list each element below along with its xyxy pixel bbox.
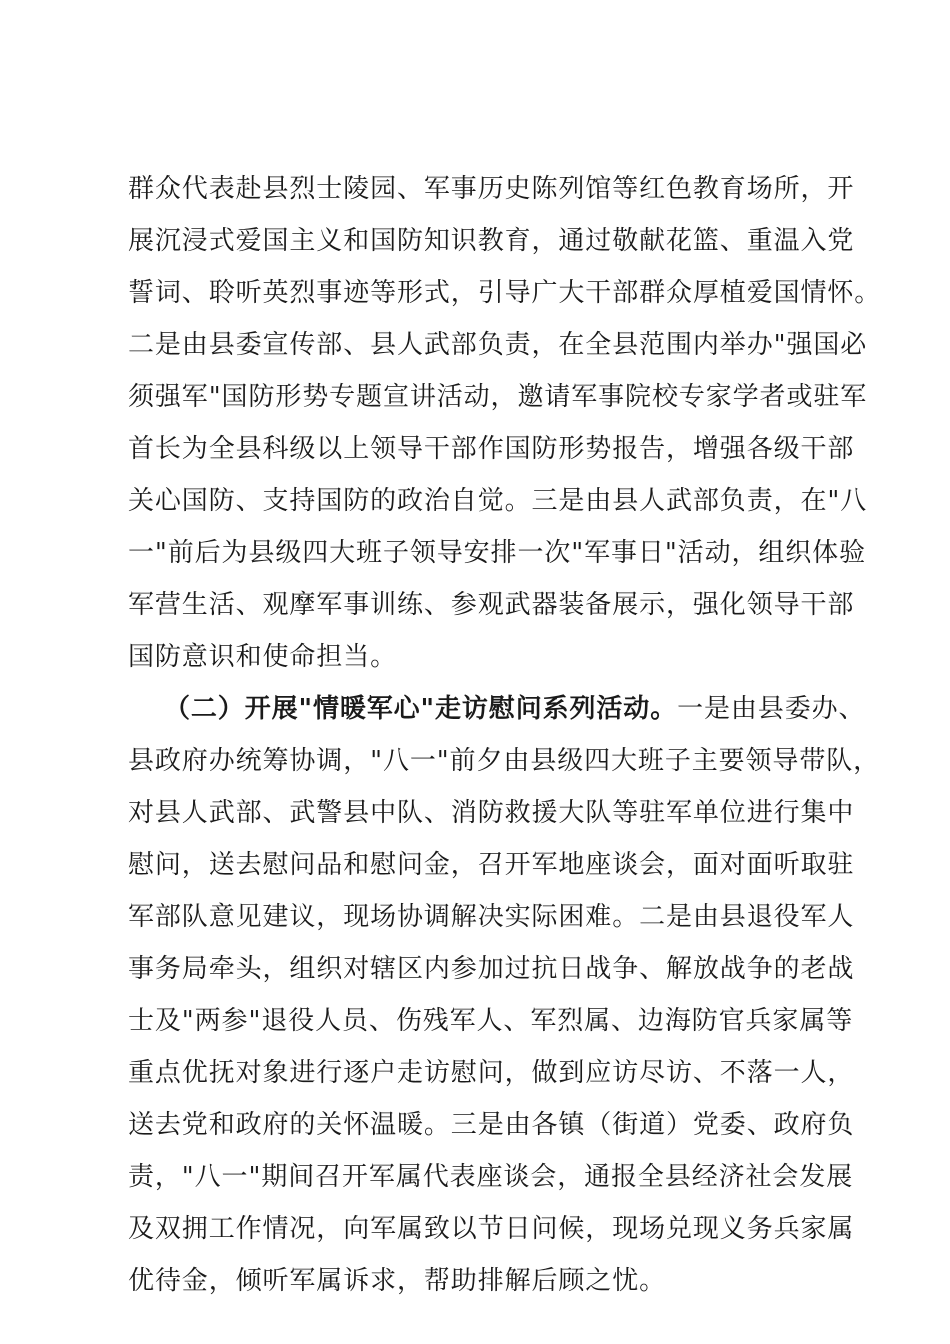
text-line: 群众代表赴县烈士陵园、军事历史陈列馆等红色教育场所，开	[128, 174, 855, 204]
text-line: 重点优抚对象进行逐户走访慰问，做到应访尽访、不落一人，	[128, 1058, 855, 1088]
text-line: 国防意识和使命担当。	[128, 642, 398, 672]
text-line: 一"前后为县级四大班子领导安排一次"军事日"活动，组织体验	[128, 538, 866, 568]
text-line: 慰问，送去慰问品和慰问金，召开军地座谈会，面对面听取驻	[128, 850, 855, 880]
text-line: 展沉浸式爱国主义和国防知识教育，通过敬献花篮、重温入党	[128, 226, 855, 256]
text-line: 军部队意见建议，现场协调解决实际困难。二是由县退役军人	[128, 902, 855, 932]
text-line: 责，"八一"期间召开军属代表座谈会，通报全县经济社会发展	[128, 1162, 854, 1192]
text-line: 士及"两参"退役人员、伤残军人、军烈属、边海防官兵家属等	[128, 1006, 854, 1036]
text-line: 及双拥工作情况，向军属致以节日问候，现场兑现义务兵家属	[128, 1214, 855, 1244]
text-line: 对县人武部、武警县中队、消防救援大队等驻军单位进行集中	[128, 798, 855, 828]
text-line: 关心国防、支持国防的政治自觉。三是由县人武部负责，在"八	[128, 486, 868, 516]
text-line: 誓词、聆听英烈事迹等形式，引导广大干部群众厚植爱国情怀。	[128, 278, 882, 308]
text-line: 送去党和政府的关怀温暖。三是由各镇（街道）党委、政府负	[128, 1110, 855, 1140]
text-line: 县政府办统筹协调，"八一"前夕由县级四大班子主要领导带队，	[128, 746, 881, 776]
text-line: 优待金，倾听军属诉求，帮助排解后顾之忧。	[128, 1266, 667, 1296]
text-line: 首长为全县科级以上领导干部作国防形势报告，增强各级干部	[128, 434, 855, 464]
section-heading-line	[164, 692, 865, 726]
text-line: 须强军"国防形势专题宣讲活动，邀请军事院校专家学者或驻军	[128, 382, 868, 412]
section-heading: （二）开展"情暖军心"走访慰问系列活动。	[164, 694, 678, 724]
section-heading-continuation: 一是由县委办、	[677, 694, 866, 724]
text-line: 军营生活、观摩军事训练、参观武器装备展示，强化领导干部	[128, 590, 855, 620]
text-line: 二是由县委宣传部、县人武部负责，在全县范围内举办"强国必	[128, 330, 868, 360]
text-line: 事务局牵头，组织对辖区内参加过抗日战争、解放战争的老战	[128, 954, 855, 984]
